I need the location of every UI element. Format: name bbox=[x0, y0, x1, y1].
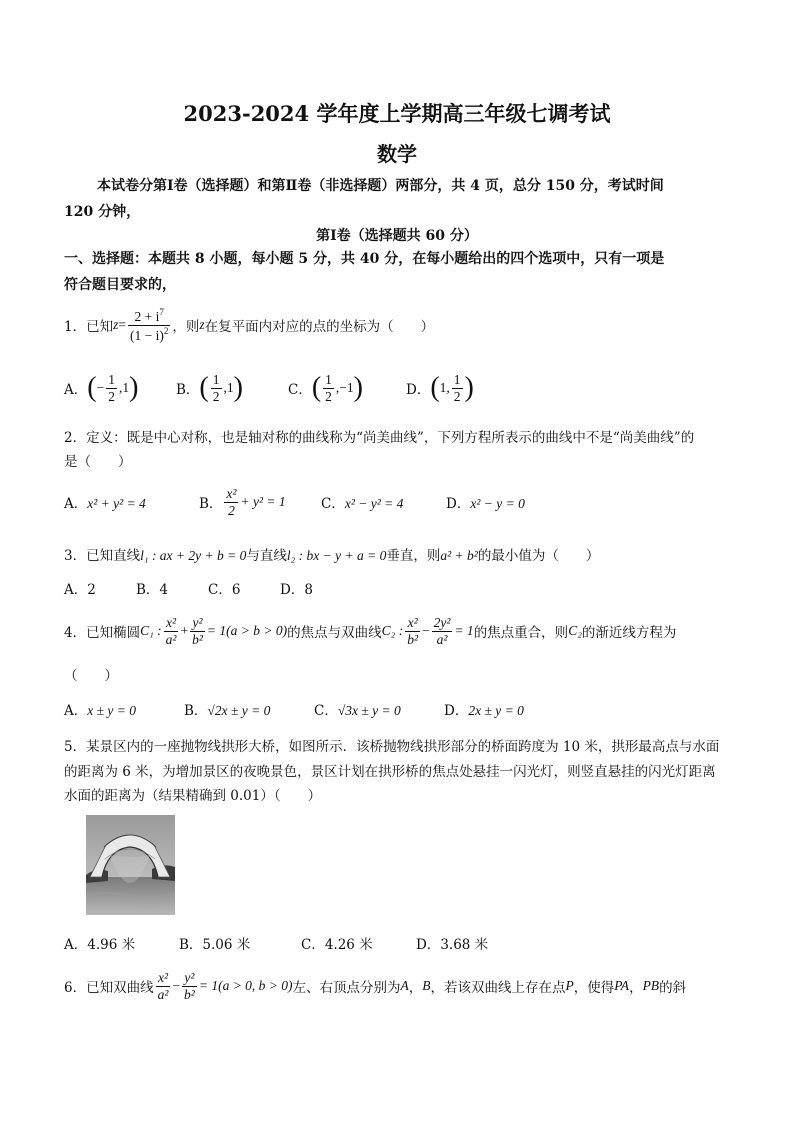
question-2-line-2: 是（ ） bbox=[64, 454, 132, 470]
q1-option-a-sign: − bbox=[96, 380, 105, 395]
subject-title: 数学 bbox=[377, 142, 417, 166]
q2-option-b[interactable] bbox=[199, 486, 321, 518]
q2-option-d-label: D． bbox=[446, 496, 471, 512]
q2-option-a[interactable] bbox=[64, 492, 199, 512]
q1-suffix-b: 在复平面内对应的点的坐标为（ ） bbox=[204, 319, 435, 335]
q5-option-d[interactable]: D．3.68 米 bbox=[416, 937, 489, 953]
q6-point-p: P bbox=[565, 978, 574, 993]
q4-option-b-expr: √2x ± y = 0 bbox=[207, 703, 271, 718]
q5-option-b[interactable]: B．5.06 米 bbox=[179, 937, 251, 953]
q1-option-b[interactable]: B． ( $\frac{1}{2}$ ,1 ) bbox=[176, 371, 243, 404]
q6-mid: ，若该双曲线上存在点 bbox=[430, 980, 566, 996]
q3-end: 的最小值为（ ） bbox=[477, 548, 600, 564]
q4-option-b-label: B． bbox=[184, 703, 208, 719]
q6-end: 的斜 bbox=[659, 980, 687, 996]
exam-title: 2023-2024 学年度上学期高三年级七调考试 bbox=[183, 101, 611, 126]
q4-e1-num-2: y² bbox=[190, 615, 205, 632]
q4-option-c-expr: √3x ± y = 0 bbox=[337, 703, 401, 718]
q6-segment-pa: PA bbox=[614, 978, 630, 993]
q1-option-d-num: 1 bbox=[453, 371, 461, 387]
q6-point-a: A bbox=[400, 978, 409, 993]
q4-e1-den-2: b² bbox=[192, 631, 203, 647]
question-3-stem bbox=[64, 544, 599, 564]
q4-option-b[interactable] bbox=[184, 699, 314, 719]
q1-var-z: z bbox=[113, 317, 119, 332]
q1-option-a-label: A． bbox=[64, 382, 88, 398]
q2-option-b-den: 2 bbox=[228, 502, 235, 518]
q6-num-1: x² bbox=[156, 970, 171, 987]
q2-option-a-label: A． bbox=[64, 496, 88, 512]
section1-heading-line-1: 一、选择题：本题共 8 小题，每小题 5 分，共 40 分，在每小题给出的四个选项中，只有一项是 bbox=[64, 251, 665, 267]
q4-c1: C₁ : bbox=[140, 623, 162, 638]
q4-e2-rest: = 1 bbox=[454, 623, 474, 638]
q4-minus: − bbox=[422, 623, 430, 638]
q1-suffix-var: z bbox=[199, 317, 205, 332]
q1-option-d-den: 2 bbox=[453, 388, 461, 404]
question-3-options bbox=[64, 578, 352, 598]
q1-option-c-other: ,−1 bbox=[335, 380, 354, 395]
q6-minus: − bbox=[172, 978, 181, 993]
q1-option-d-first: 1, bbox=[439, 380, 450, 395]
q3-mid: 与直线 bbox=[246, 548, 287, 564]
q4-option-a-label: A． bbox=[64, 703, 88, 719]
q1-num: 2 + i bbox=[134, 308, 160, 324]
q1-fraction bbox=[128, 307, 170, 343]
q1-num-exp: 7 bbox=[159, 306, 164, 317]
q1-suffix-a: ，则 bbox=[172, 319, 200, 335]
q6-comma-1: ， bbox=[408, 980, 423, 996]
q4-e2-num-1: x² bbox=[405, 615, 420, 632]
q6-suffix: 左、右顶点分别为 bbox=[292, 980, 401, 996]
question-1-options bbox=[64, 366, 516, 410]
question-2-line-1: 2．定义：既是中心对称，也是轴对称的曲线称为“尚美曲线”，下列方程所表示的曲线中不是“尚美曲线”的 bbox=[64, 430, 695, 446]
q2-option-c[interactable] bbox=[321, 492, 446, 512]
q3-line-1-eq: l₁ : ax + 2y + b = 0 bbox=[140, 548, 247, 563]
q6-segment-pb: PB bbox=[642, 978, 660, 993]
q4-option-c-label: C． bbox=[314, 703, 338, 719]
q1-option-b-den: 2 bbox=[212, 388, 220, 404]
part1-title: 第Ⅰ卷（选择题共 60 分） bbox=[316, 228, 478, 244]
q4-plus: + bbox=[180, 623, 189, 638]
question-5-line-2: 的距离为 6 米，为增加景区的夜晚景色，景区计划在拱形桥的焦点处悬挂一闪光灯，则竖直悬挂的闪光灯距离 bbox=[64, 764, 716, 780]
q4-option-d-expr: 2x ± y = 0 bbox=[468, 703, 524, 718]
q6-mid-2: ，使得 bbox=[573, 980, 615, 996]
question-5-options bbox=[64, 933, 526, 953]
q3-line-2-eq: l₂ : bx − y + a = 0 bbox=[286, 548, 387, 563]
q2-option-c-expr: x² − y² = 4 bbox=[344, 496, 404, 511]
q4-option-a-expr: x ± y = 0 bbox=[87, 703, 137, 718]
q6-point-b: B bbox=[422, 978, 431, 993]
q4-end: 的渐近线方程为 bbox=[581, 625, 677, 641]
q5-option-c[interactable]: C．4.26 米 bbox=[301, 937, 373, 953]
q3-option-d[interactable]: D．8 bbox=[280, 582, 313, 598]
q1-option-c-label: C． bbox=[288, 382, 312, 398]
q4-e1-num-1: x² bbox=[164, 615, 179, 632]
q6-rest: = 1(a > 0, b > 0) bbox=[198, 978, 293, 993]
q4-option-d-label: D． bbox=[444, 703, 469, 719]
q2-option-b-rest: + y² = 1 bbox=[240, 494, 286, 509]
q1-option-a-other: ,1 bbox=[118, 380, 130, 395]
q6-prefix: 6．已知双曲线 bbox=[64, 980, 154, 996]
q2-option-d[interactable] bbox=[446, 492, 566, 512]
q5-option-a[interactable]: A．4.96 米 bbox=[64, 937, 136, 953]
q4-e2-num-2: 2y² bbox=[433, 614, 451, 630]
q3-option-a[interactable]: A．2 bbox=[64, 582, 96, 598]
q3-option-b[interactable]: B．4 bbox=[136, 582, 169, 598]
q6-den-2: b² bbox=[184, 986, 195, 1002]
q1-option-b-other: ,1 bbox=[223, 380, 234, 395]
q1-prefix: 1．已知 bbox=[64, 319, 114, 335]
q1-option-c-num: 1 bbox=[325, 371, 332, 387]
q4-mid: 的焦点与双曲线 bbox=[287, 625, 382, 641]
question-2-options bbox=[64, 482, 566, 522]
arch-bridge-photo bbox=[86, 815, 175, 915]
q4-c2b: C₂ bbox=[568, 623, 582, 638]
q1-option-b-num: 1 bbox=[212, 371, 220, 387]
intro-line-2: 120 分钟， bbox=[64, 204, 141, 220]
q4-option-a[interactable] bbox=[64, 699, 184, 719]
q2-option-c-label: C． bbox=[321, 496, 345, 512]
q2-option-b-num: x² bbox=[226, 485, 237, 501]
q4-c2: C₂ : bbox=[381, 623, 404, 638]
arch-bridge-illustration bbox=[86, 815, 175, 915]
q1-option-a[interactable]: A． ( − $\frac{1}{2}$ ,1 ) bbox=[64, 371, 139, 404]
q4-prefix: 4．已知椭圆 bbox=[64, 625, 141, 641]
q4-option-c[interactable] bbox=[314, 699, 444, 719]
q1-option-b-label: B． bbox=[176, 382, 200, 398]
question-6-stem bbox=[64, 964, 686, 1008]
q4-suffix: 的焦点重合，则 bbox=[473, 625, 569, 641]
q3-option-c[interactable]: C．6 bbox=[208, 582, 241, 598]
q1-den: (1 − i) bbox=[129, 327, 164, 343]
section1-heading-line-2: 符合题目要求的， bbox=[64, 277, 176, 293]
q1-option-d[interactable]: D． ( 1, $\frac{1}{2}$ ) bbox=[406, 371, 474, 404]
q2-option-a-expr: x² + y² = 4 bbox=[87, 496, 146, 511]
q1-option-a-num: 1 bbox=[108, 371, 115, 387]
intro-line-1: 本试卷分第Ⅰ卷（选择题）和第Ⅱ卷（非选择题）两部分，共 4 页，总分 150 分，考试时间 bbox=[97, 178, 664, 194]
question-5-line-1: 5．某景区内的一座抛物线拱形大桥，如图所示．该桥抛物线拱形部分的桥面跨度为 10 米，拱形最高点与水面 bbox=[64, 739, 720, 755]
question-1-stem bbox=[64, 302, 434, 348]
q6-comma-2: ， bbox=[629, 980, 643, 996]
question-5-line-3: 水面的距离为（结果精确到 0.01）（ ） bbox=[64, 788, 322, 804]
q4-e1-rest: = 1(a > b > 0) bbox=[206, 623, 288, 638]
q3-prefix: 3．已知直线 bbox=[64, 548, 141, 564]
q4-option-d[interactable] bbox=[444, 699, 564, 719]
q4-e1-den-1: a² bbox=[165, 631, 177, 647]
q6-den-1: a² bbox=[157, 986, 169, 1002]
question-4-stem bbox=[64, 609, 676, 653]
question-4-options bbox=[64, 699, 564, 719]
q1-den-exp: 2 bbox=[163, 325, 169, 336]
q3-suffix: 垂直，则 bbox=[386, 548, 441, 564]
q2-option-b-label: B． bbox=[199, 496, 223, 512]
q3-expr: a² + b² bbox=[440, 548, 478, 563]
q4-e2-den-2: a² bbox=[436, 631, 448, 647]
q1-equals: = bbox=[118, 317, 126, 332]
q6-num-2: y² bbox=[182, 970, 197, 987]
q1-option-c[interactable]: C． ( $\frac{1}{2}$ ,−1 ) bbox=[288, 371, 363, 404]
q4-e2-den-1: b² bbox=[407, 631, 419, 647]
q2-option-d-expr: x² − y = 0 bbox=[470, 496, 525, 511]
q1-option-a-den: 2 bbox=[108, 388, 115, 404]
q1-option-d-label: D． bbox=[406, 382, 431, 398]
question-4-line-2: （ ） bbox=[64, 668, 118, 684]
q1-option-c-den: 2 bbox=[325, 388, 332, 404]
